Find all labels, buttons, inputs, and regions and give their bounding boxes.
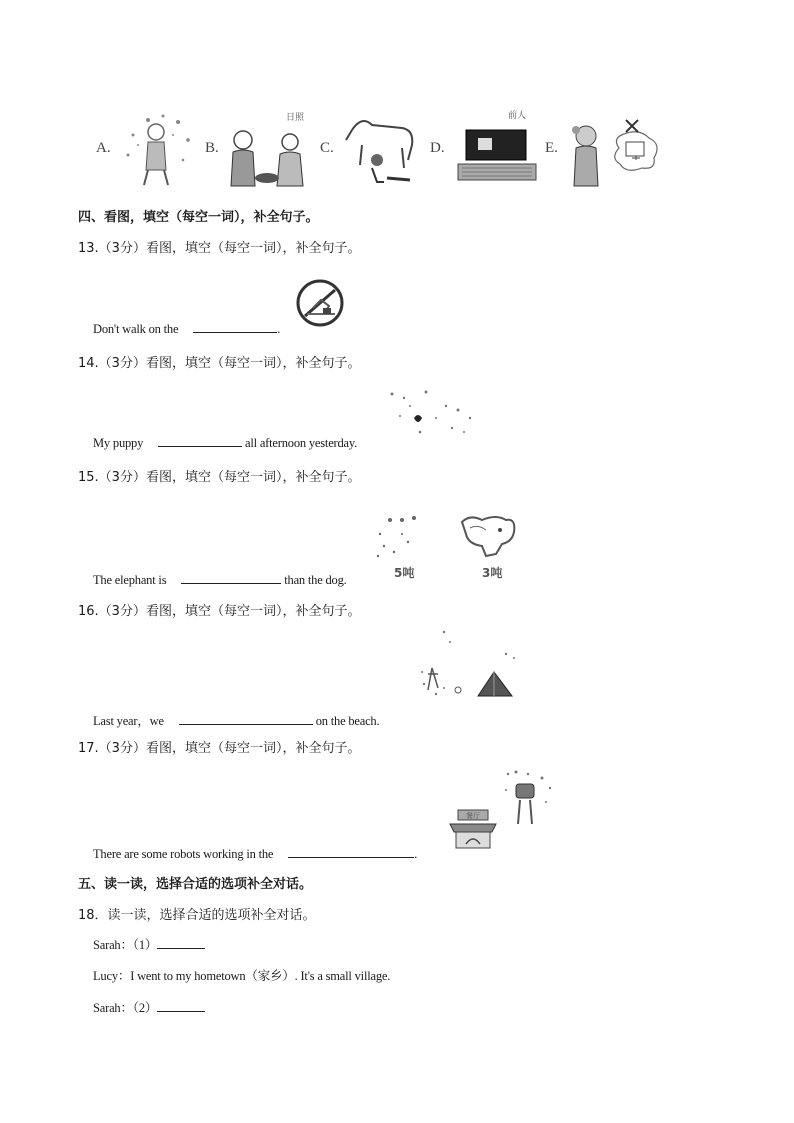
option-b-picture: [225, 128, 315, 188]
elephant-weight-tag: 5吨: [394, 566, 415, 580]
dialogue-2-speaker: Lucy：: [93, 969, 131, 983]
dialogue-line-3: [93, 998, 205, 1016]
section-5-title: 五、读一读，选择合适的选项补全对话。: [78, 877, 313, 892]
q14-after: all afternoon yesterday.: [245, 436, 358, 450]
q15-answer-blank[interactable]: [181, 571, 281, 584]
option-c-label: C.: [320, 140, 334, 156]
dialogue-1-number: （1）: [132, 938, 158, 952]
q17-before: There are some robots working in the: [93, 847, 274, 861]
q15-sentence: [93, 571, 347, 588]
q13-sentence: [93, 320, 280, 337]
dialogue-1-speaker: Sarah：: [93, 938, 133, 952]
q15-prompt: 15.（3分）看图，填空（每空一词），补全句子。: [78, 470, 361, 485]
q16-prompt: 16.（3分）看图，填空（每空一词），补全句子。: [78, 604, 361, 619]
dialogue-3-speaker: Sarah：: [93, 1001, 133, 1015]
q14-answer-blank[interactable]: [158, 434, 242, 447]
q15-after: than the dog.: [284, 573, 347, 587]
q15-before: The elephant is: [93, 573, 167, 587]
option-a-label: A.: [96, 140, 111, 156]
q13-prompt: 13.（3分）看图，填空（每空一词），补全句子。: [78, 241, 361, 256]
option-a-picture: [118, 110, 198, 190]
q16-answer-blank[interactable]: [179, 712, 313, 725]
option-row: [90, 100, 670, 195]
elephant-picture: [372, 512, 422, 568]
dog-weight-tag: 3吨: [482, 566, 503, 580]
q17-prompt: 17.（3分）看图，填空（每空一词），补全句子。: [78, 741, 361, 756]
option-d-picture: [456, 128, 538, 184]
q13-before: Don't walk on the: [93, 322, 179, 336]
dialogue-2-text: I went to my hometown（家乡）. It's a small village.: [130, 969, 391, 983]
dialogue-1-answer-blank[interactable]: [157, 936, 205, 949]
q17-after: .: [414, 847, 418, 861]
q14-before: My puppy: [93, 436, 144, 450]
option-b-label: B.: [205, 140, 219, 156]
q16-before: Last year，we: [93, 714, 164, 728]
no-walking-sign-icon: [295, 278, 345, 328]
dialogue-line-2: [93, 966, 390, 984]
dog-picture: [456, 510, 520, 566]
q17-sentence: [93, 845, 417, 862]
dialogue-3-answer-blank[interactable]: [157, 999, 205, 1012]
q14-sentence: [93, 434, 357, 451]
q14-prompt: 14.（3分）看图，填空（每空一词），补全句子。: [78, 356, 361, 371]
option-c-caption: 日照: [286, 113, 305, 123]
option-d-label: D.: [430, 140, 445, 156]
option-d-caption: 前人: [508, 111, 527, 121]
puppy-picture: [386, 388, 476, 442]
q16-sentence: [93, 711, 379, 729]
robot-picture: [502, 768, 556, 828]
option-e-label: E.: [545, 140, 558, 156]
dialogue-line-1: [93, 935, 205, 953]
option-c-picture: [342, 110, 422, 190]
q13-answer-blank[interactable]: [193, 320, 277, 333]
section-4-title: 四、看图，填空（每空一词），补全句子。: [78, 210, 319, 225]
camping-picture: [414, 628, 524, 702]
option-e-picture: [564, 118, 664, 190]
q18-prompt: 18．读一读，选择合适的选项补全对话。: [78, 908, 316, 923]
restaurant-sign-text: 餐厅: [466, 812, 480, 820]
q13-after: .: [277, 322, 281, 336]
q16-after: on the beach.: [315, 714, 380, 728]
dialogue-3-number: （2）: [132, 1001, 158, 1015]
q17-answer-blank[interactable]: [288, 845, 414, 858]
